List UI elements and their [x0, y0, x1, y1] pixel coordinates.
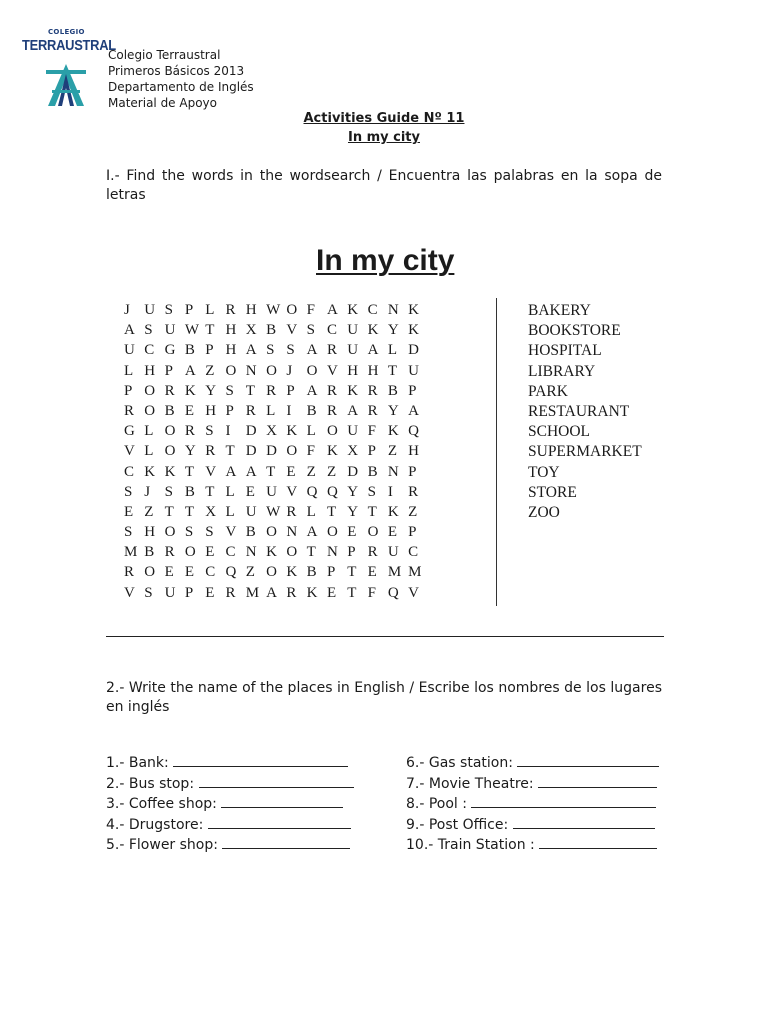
word-item: PARK: [528, 382, 568, 400]
grid-letter: O: [225, 362, 237, 379]
grid-letter: S: [164, 302, 173, 318]
grid-letter: L: [225, 503, 235, 520]
grid-letter: F: [306, 302, 316, 318]
school-logo: [22, 28, 116, 112]
grid-letter: P: [184, 302, 194, 318]
grid-letter: S: [205, 423, 214, 440]
grid-letter: H: [245, 302, 257, 318]
place-item: 5.- Flower shop:: [106, 835, 354, 856]
grid-letter: Y: [387, 402, 399, 419]
grid-letter: C: [367, 302, 378, 318]
grid-letter: W: [266, 302, 281, 318]
grid-letter: V: [205, 463, 217, 480]
grid-letter: Z: [408, 503, 418, 520]
grid-letter: R: [367, 402, 378, 419]
grid-letter: V: [225, 524, 237, 541]
grid-letter: O: [266, 524, 277, 541]
grid-letter: K: [408, 322, 419, 339]
grid-letter: T: [387, 362, 398, 379]
grid-letter: A: [225, 463, 237, 480]
logo-name-text: TERRAUSTRAL: [22, 37, 116, 54]
grid-letter: S: [225, 382, 234, 399]
grid-letter: P: [408, 463, 417, 480]
word-item: SUPERMARKET: [528, 443, 642, 461]
grid-letter: X: [245, 322, 257, 339]
grid-letter: R: [326, 382, 337, 399]
grid-letter: P: [408, 382, 417, 399]
grid-letter: V: [124, 443, 135, 460]
grid-letter: B: [387, 382, 398, 399]
grid-row: [124, 585, 428, 605]
tower-icon: [40, 60, 92, 108]
divider-line: [496, 298, 497, 606]
grid-letter: V: [124, 584, 135, 601]
grid-letter: Z: [387, 443, 398, 460]
grid-letter: R: [367, 544, 378, 561]
grid-letter: T: [347, 564, 357, 581]
grid-letter: K: [326, 443, 338, 460]
grid-letter: A: [306, 382, 318, 399]
grid-letter: F: [306, 443, 316, 460]
grid-letter: J: [144, 483, 151, 500]
grid-letter: Q: [326, 483, 338, 500]
grid-letter: H: [144, 524, 156, 541]
grid-row: [124, 383, 428, 403]
grid-letter: O: [286, 443, 298, 460]
grid-letter: H: [367, 362, 379, 379]
word-item: SCHOOL: [528, 423, 591, 441]
grid-letter: T: [306, 544, 316, 561]
grid-letter: N: [326, 544, 338, 561]
grid-letter: M: [245, 584, 260, 601]
grid-letter: A: [184, 362, 196, 379]
grid-letter: O: [164, 443, 176, 460]
answer-blank[interactable]: [221, 794, 343, 808]
grid-letter: K: [306, 584, 318, 601]
school-info: [108, 47, 254, 111]
grid-letter: E: [286, 463, 296, 480]
grid-letter: T: [205, 483, 215, 500]
grid-letter: K: [184, 382, 196, 399]
answer-blank[interactable]: [513, 815, 655, 829]
grid-letter: T: [266, 463, 276, 480]
grid-letter: L: [387, 342, 398, 359]
grid-letter: C: [408, 544, 419, 561]
grid-letter: P: [164, 362, 173, 379]
grid-letter: S: [124, 524, 133, 541]
grid-row: [124, 443, 428, 463]
place-item: 6.- Gas station:: [406, 753, 659, 774]
grid-letter: E: [326, 584, 337, 601]
grid-row: [124, 322, 428, 342]
grid-letter: D: [266, 443, 277, 460]
grid-letter: R: [245, 402, 256, 419]
instruction-1: I.- Find the words in the wordsearch / Encuentra las palabras en la sopa de letras: [106, 168, 662, 203]
grid-letter: D: [245, 443, 257, 460]
grid-letter: R: [326, 342, 337, 359]
grid-letter: Y: [347, 503, 359, 520]
grid-letter: A: [266, 584, 277, 601]
answer-blank[interactable]: [173, 753, 348, 767]
grid-letter: E: [347, 524, 357, 541]
grid-letter: O: [164, 524, 176, 541]
grid-letter: D: [408, 342, 419, 359]
grid-letter: S: [164, 483, 173, 500]
grid-letter: Y: [205, 382, 217, 399]
answer-blank[interactable]: [471, 794, 656, 808]
grid-letter: O: [144, 382, 156, 399]
grid-row: [124, 504, 428, 524]
grid-letter: N: [245, 362, 257, 379]
grid-letter: O: [326, 524, 338, 541]
grid-letter: R: [164, 544, 175, 561]
place-item: 8.- Pool :: [406, 794, 659, 815]
grid-letter: V: [326, 362, 338, 379]
place-item: 7.- Movie Theatre:: [406, 774, 659, 795]
grid-letter: S: [144, 584, 153, 601]
grid-letter: D: [347, 463, 359, 480]
grid-letter: L: [225, 483, 235, 500]
place-item: 1.- Bank:: [106, 753, 354, 774]
grid-letter: T: [184, 503, 195, 520]
grid-letter: K: [286, 564, 298, 581]
grid-letter: B: [306, 564, 317, 581]
grid-letter: R: [205, 443, 216, 460]
grid-letter: U: [245, 503, 257, 520]
grid-letter: K: [408, 302, 419, 318]
word-item: RESTAURANT: [528, 402, 630, 420]
grid-letter: T: [326, 503, 337, 520]
grid-letter: E: [164, 564, 174, 581]
grid-letter: B: [306, 402, 317, 419]
word-item: STORE: [528, 483, 577, 501]
place-item: 4.- Drugstore:: [106, 815, 354, 836]
grid-letter: C: [225, 544, 236, 561]
grid-letter: B: [184, 342, 195, 359]
grid-letter: Q: [387, 584, 399, 601]
grid-letter: V: [408, 584, 419, 601]
grid-letter: R: [286, 503, 297, 520]
grid-row: [124, 524, 428, 544]
word-item: TOY: [528, 463, 560, 481]
grid-letter: E: [367, 564, 377, 581]
grid-letter: U: [124, 342, 135, 359]
grid-letter: P: [124, 382, 133, 399]
grid-letter: I: [286, 402, 292, 419]
grid-letter: I: [387, 483, 393, 500]
grid-letter: L: [144, 423, 154, 440]
grid-letter: S: [306, 322, 316, 339]
grid-letter: Y: [387, 322, 399, 339]
info-line: Colegio Terraustral: [108, 48, 221, 62]
grid-letter: U: [164, 322, 176, 339]
grid-letter: X: [205, 503, 217, 520]
grid-letter: K: [347, 382, 359, 399]
grid-letter: A: [306, 342, 318, 359]
grid-letter: E: [184, 564, 195, 581]
grid-letter: B: [144, 544, 155, 561]
grid-letter: S: [367, 483, 376, 500]
grid-letter: R: [408, 483, 419, 500]
grid-letter: O: [326, 423, 338, 440]
grid-row: [124, 302, 428, 322]
grid-letter: K: [266, 544, 277, 561]
grid-letter: Z: [326, 463, 337, 480]
grid-letter: O: [144, 402, 156, 419]
grid-letter: B: [184, 483, 195, 500]
grid-letter: Q: [306, 483, 318, 500]
grid-letter: A: [245, 463, 257, 480]
grid-letter: R: [326, 402, 337, 419]
grid-letter: Z: [205, 362, 215, 379]
grid-letter: O: [266, 564, 277, 581]
grid-letter: U: [266, 483, 277, 500]
grid-letter: P: [225, 402, 234, 419]
grid-letter: T: [367, 503, 377, 520]
answer-blank[interactable]: [199, 774, 354, 788]
grid-letter: N: [245, 544, 257, 561]
grid-letter: B: [266, 322, 277, 339]
grid-letter: O: [164, 423, 176, 440]
info-line: Material de Apoyo: [108, 96, 217, 110]
grid-letter: L: [124, 362, 134, 379]
grid-letter: M: [408, 564, 422, 581]
grid-letter: P: [347, 544, 356, 561]
grid-letter: K: [347, 302, 359, 318]
grid-letter: M: [124, 544, 138, 561]
grid-letter: U: [347, 342, 359, 359]
grid-letter: E: [205, 544, 215, 561]
grid-letter: T: [347, 584, 357, 601]
grid-letter: P: [367, 443, 376, 460]
grid-letter: X: [347, 443, 359, 460]
grid-letter: S: [266, 342, 275, 359]
grid-letter: Z: [245, 564, 255, 581]
grid-letter: T: [184, 463, 195, 480]
grid-row: [124, 464, 428, 484]
grid-row: [124, 544, 428, 564]
grid-row: [124, 342, 428, 362]
places-column-left: [106, 753, 354, 856]
grid-letter: A: [245, 342, 257, 359]
grid-letter: S: [144, 322, 153, 339]
word-item: BOOKSTORE: [528, 322, 621, 340]
grid-letter: O: [286, 302, 298, 318]
grid-letter: P: [326, 564, 336, 581]
logo-small-text: COLEGIO: [48, 28, 85, 36]
grid-letter: W: [184, 322, 200, 339]
grid-letter: M: [387, 564, 402, 581]
grid-letter: U: [347, 322, 359, 339]
grid-letter: P: [286, 382, 295, 399]
grid-letter: O: [367, 524, 379, 541]
grid-letter: F: [367, 584, 376, 601]
grid-letter: A: [124, 322, 135, 339]
grid-letter: C: [144, 342, 155, 359]
grid-letter: H: [347, 362, 359, 379]
info-line: Departamento de Inglés: [108, 80, 254, 94]
grid-letter: T: [245, 382, 255, 399]
grid-letter: O: [286, 544, 298, 561]
grid-letter: O: [144, 564, 156, 581]
grid-letter: F: [367, 423, 376, 440]
grid-letter: S: [205, 524, 214, 541]
grid-letter: L: [266, 402, 276, 419]
grid-letter: T: [164, 503, 174, 520]
grid-letter: Q: [225, 564, 237, 581]
grid-letter: D: [245, 423, 257, 440]
grid-letter: I: [225, 423, 231, 440]
word-item: ZOO: [528, 503, 560, 521]
grid-letter: H: [408, 443, 419, 460]
word-item: BAKERY: [528, 302, 591, 319]
grid-letter: Q: [408, 423, 419, 440]
grid-letter: K: [367, 322, 379, 339]
grid-letter: U: [144, 302, 156, 318]
grid-letter: N: [387, 302, 399, 318]
guide-title: Activities Guide Nº 11: [303, 111, 465, 126]
answer-blank[interactable]: [539, 835, 657, 849]
grid-letter: R: [367, 382, 378, 399]
answer-blank[interactable]: [538, 774, 657, 788]
grid-letter: G: [124, 423, 135, 440]
grid-letter: A: [306, 524, 318, 541]
grid-letter: S: [286, 342, 295, 359]
grid-letter: G: [164, 342, 176, 359]
instruction-2: 2.- Write the name of the places in English / Escribe los nombres de los lugares en inglés: [106, 680, 662, 715]
grid-letter: A: [367, 342, 379, 359]
grid-letter: X: [266, 423, 277, 440]
grid-letter: P: [205, 342, 214, 359]
grid-letter: H: [144, 362, 156, 379]
grid-letter: V: [286, 322, 298, 339]
grid-letter: Z: [306, 463, 316, 480]
grid-letter: U: [387, 544, 399, 561]
grid-letter: L: [306, 503, 316, 520]
grid-letter: L: [144, 443, 154, 460]
word-item: HOSPITAL: [528, 342, 602, 360]
grid-letter: Z: [144, 503, 154, 520]
grid-letter: W: [266, 503, 281, 520]
grid-letter: R: [225, 302, 236, 318]
place-item: 3.- Coffee shop:: [106, 794, 354, 815]
grid-letter: E: [387, 524, 398, 541]
grid-letter: O: [184, 544, 196, 561]
grid-letter: N: [387, 463, 399, 480]
grid-letter: S: [124, 483, 133, 500]
grid-letter: H: [205, 402, 217, 419]
grid-letter: K: [387, 423, 399, 440]
grid-letter: R: [164, 382, 175, 399]
place-item: 10.- Train Station :: [406, 835, 659, 856]
place-item: 2.- Bus stop:: [106, 774, 354, 795]
answer-blank[interactable]: [517, 753, 659, 767]
grid-row: [124, 423, 428, 443]
grid-letter: B: [367, 463, 378, 480]
grid-letter: B: [164, 402, 175, 419]
grid-row: [124, 484, 428, 504]
grid-letter: C: [326, 322, 337, 339]
wordsearch-grid: [124, 302, 428, 605]
grid-row: [124, 363, 428, 383]
grid-letter: R: [124, 402, 135, 419]
grid-letter: R: [225, 584, 236, 601]
grid-letter: J: [286, 362, 293, 379]
grid-letter: S: [184, 524, 194, 541]
grid-letter: H: [225, 342, 237, 359]
grid-letter: A: [408, 402, 419, 419]
grid-letter: O: [266, 362, 277, 379]
grid-letter: K: [387, 503, 399, 520]
grid-letter: N: [286, 524, 298, 541]
grid-letter: C: [205, 564, 216, 581]
answer-blank[interactable]: [222, 835, 350, 849]
grid-letter: K: [164, 463, 176, 480]
grid-letter: E: [184, 402, 195, 419]
grid-letter: L: [306, 423, 316, 440]
grid-letter: Y: [184, 443, 196, 460]
word-list: [528, 302, 642, 524]
grid-letter: O: [306, 362, 318, 379]
grid-letter: U: [408, 362, 419, 379]
grid-letter: U: [164, 584, 176, 601]
grid-letter: P: [408, 524, 417, 541]
grid-row: [124, 403, 428, 423]
grid-letter: A: [347, 402, 359, 419]
grid-letter: E: [245, 483, 255, 500]
grid-letter: H: [225, 322, 237, 339]
grid-letter: V: [286, 483, 298, 500]
grid-letter: R: [286, 584, 297, 601]
section-separator: [106, 636, 664, 637]
grid-letter: B: [245, 524, 256, 541]
grid-letter: E: [205, 584, 215, 601]
info-line: Primeros Básicos 2013: [108, 64, 245, 78]
grid-letter: L: [205, 302, 215, 318]
grid-letter: P: [184, 584, 194, 601]
grid-letter: R: [184, 423, 195, 440]
answer-blank[interactable]: [208, 815, 351, 829]
word-item: LIBRARY: [528, 362, 596, 380]
places-column-right: [406, 753, 659, 856]
grid-letter: T: [225, 443, 235, 460]
grid-letter: C: [124, 463, 135, 480]
grid-letter: R: [266, 382, 277, 399]
grid-letter: U: [347, 423, 359, 440]
grid-letter: Y: [347, 483, 359, 500]
wordsearch-title: In my city: [316, 244, 455, 277]
grid-letter: E: [124, 503, 134, 520]
grid-letter: R: [124, 564, 135, 581]
grid-letter: J: [124, 302, 130, 318]
grid-letter: A: [326, 302, 338, 318]
grid-letter: K: [286, 423, 298, 440]
place-item: 9.- Post Office:: [406, 815, 659, 836]
grid-letter: T: [205, 322, 215, 339]
grid-letter: K: [144, 463, 156, 480]
grid-row: [124, 564, 428, 584]
guide-subtitle: In my city: [347, 130, 420, 145]
